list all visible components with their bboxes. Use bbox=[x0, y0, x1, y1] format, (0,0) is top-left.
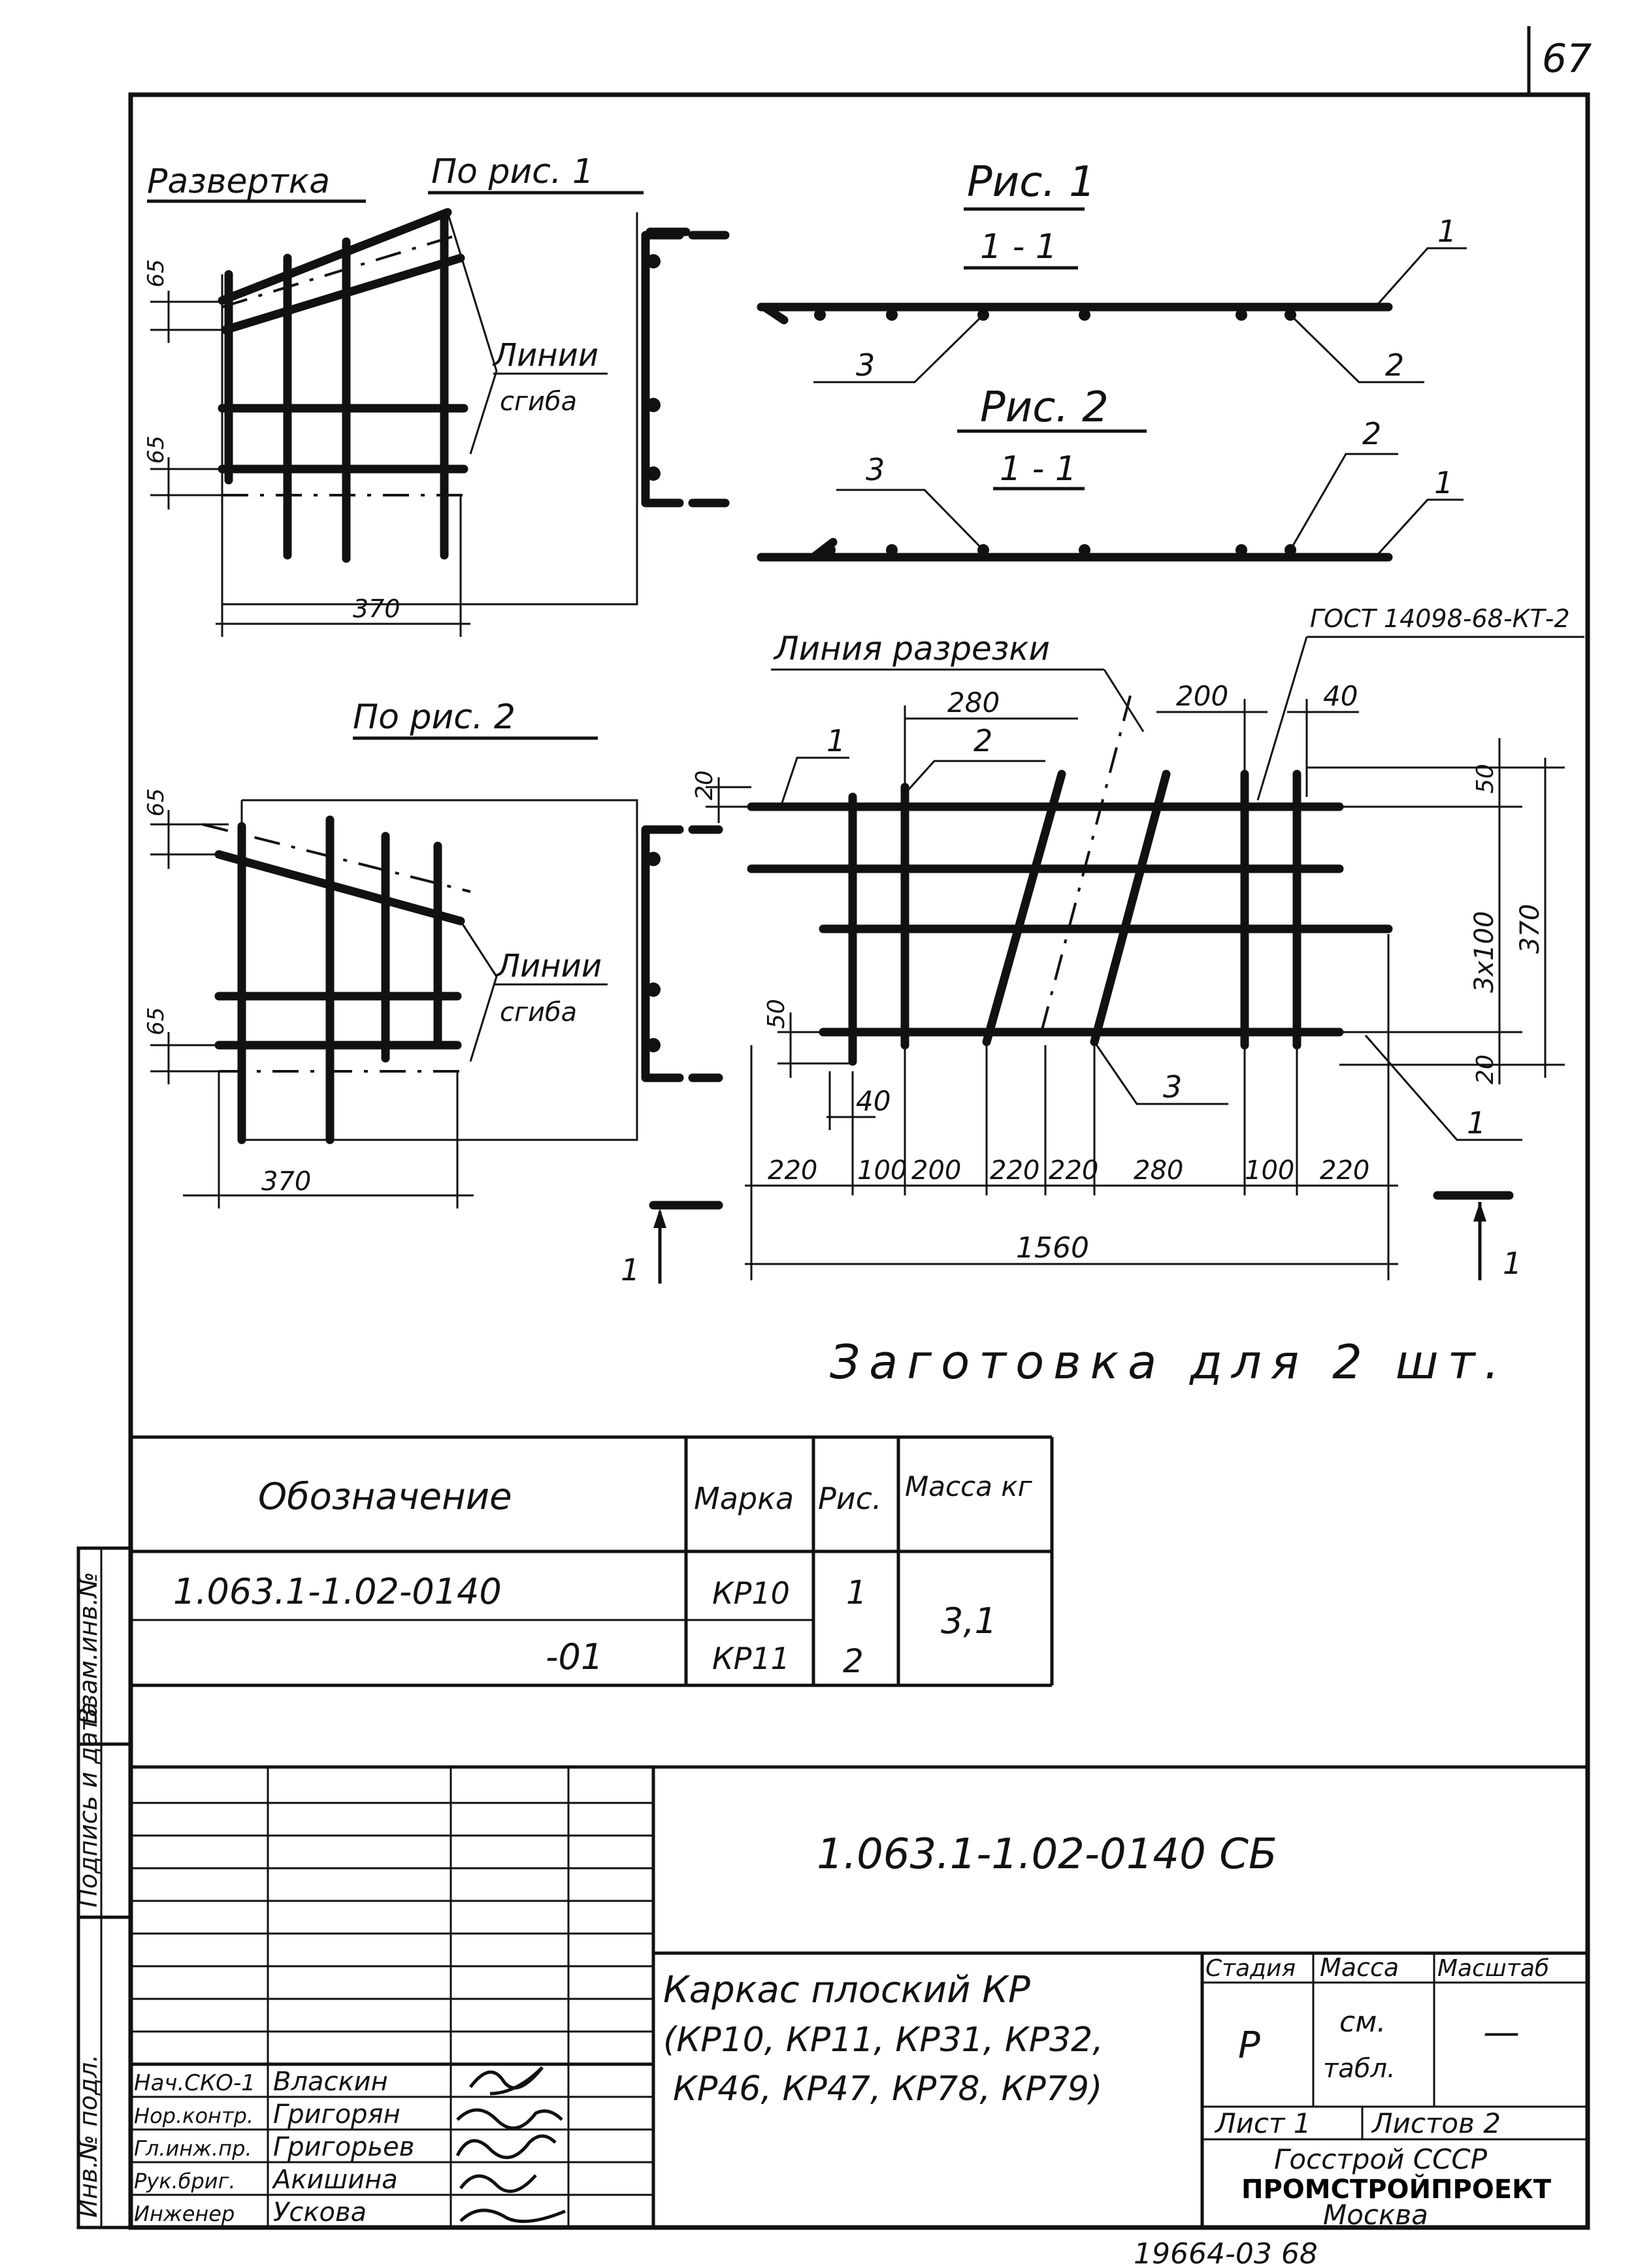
dim-370-right: 370 bbox=[1515, 903, 1545, 954]
fig1-title: Рис. 1 bbox=[967, 158, 1096, 206]
po-ris2-label: По рис. 2 bbox=[353, 698, 515, 737]
sheets-total: Листов 2 bbox=[1372, 2107, 1501, 2139]
footer-code: 19664-03 68 bbox=[1134, 2237, 1318, 2268]
role-2: Нор.контр. bbox=[134, 2103, 254, 2128]
mass-table: табл. bbox=[1323, 2054, 1396, 2084]
name-4: Акишина bbox=[273, 2165, 398, 2195]
stamp-replace-inv: Взам.инв.№ bbox=[74, 1572, 103, 1725]
name-2: Григорян bbox=[273, 2099, 401, 2130]
dim-bottom-280: 280 bbox=[1134, 1156, 1184, 1186]
dim-bottom-200: 200 bbox=[911, 1156, 962, 1186]
dim-bottom-220-d: 220 bbox=[1320, 1156, 1370, 1186]
name-1: Власкин bbox=[273, 2067, 388, 2097]
dim-65-top: 65 bbox=[143, 259, 169, 287]
scale-value: — bbox=[1483, 2011, 1520, 2054]
title-line-2: (КР10, КР11, КР31, КР32, bbox=[663, 2020, 1104, 2060]
dim-bottom-220-c: 220 bbox=[1049, 1156, 1099, 1186]
dim-bottom-100-a: 100 bbox=[857, 1156, 908, 1186]
dim2-65-bottom: 65 bbox=[143, 1007, 169, 1035]
row2-fig: 2 bbox=[843, 1642, 864, 1680]
fig2-label-1: 1 bbox=[1434, 465, 1454, 500]
org-3: Москва bbox=[1323, 2199, 1428, 2231]
hdr-mass: Масса кг bbox=[905, 1470, 1032, 1502]
bend-lines2-label-2: сгиба bbox=[500, 997, 578, 1028]
dim-bottom-100-b: 100 bbox=[1245, 1156, 1295, 1186]
dim-200-top: 200 bbox=[1176, 680, 1229, 712]
name-3: Григорьев bbox=[273, 2132, 415, 2162]
fig2-section: 1 - 1 bbox=[1000, 449, 1077, 489]
row1-designation: 1.063.1-1.02-0140 bbox=[173, 1571, 502, 1612]
dim-bottom-220-a: 220 bbox=[768, 1156, 818, 1186]
blank-layout bbox=[621, 604, 1584, 1389]
dim-total-1560: 1560 bbox=[1016, 1231, 1089, 1265]
cut-line-label: Линия разрезки bbox=[774, 630, 1050, 668]
bend-lines-label-1: Линии bbox=[493, 337, 599, 374]
dim-50-right: 50 bbox=[1472, 764, 1499, 794]
fig2-label-3: 3 bbox=[866, 452, 885, 487]
name-5: Ускова bbox=[273, 2197, 367, 2228]
org-2: ПРОМСТРОЙПРОЕКТ bbox=[1241, 2175, 1552, 2205]
dim-40-left: 40 bbox=[856, 1085, 891, 1117]
hdr-designation: Обозначение bbox=[258, 1476, 512, 1518]
stage-value: Р bbox=[1238, 2024, 1260, 2067]
stamp-signature-date: Подпись и дата bbox=[74, 1702, 103, 1907]
bend-lines-label-2: сгиба bbox=[500, 387, 578, 417]
sheet-number: Лист 1 bbox=[1215, 2107, 1311, 2139]
fig2-label-2: 2 bbox=[1362, 416, 1382, 451]
figure-2-section bbox=[761, 383, 1464, 557]
dim-20-left: 20 bbox=[691, 770, 718, 800]
hdr-fig: Рис. bbox=[818, 1481, 882, 1516]
fig2-title: Рис. 2 bbox=[980, 383, 1109, 432]
section-mark-left: 1 bbox=[621, 1252, 640, 1288]
role-5: Инженер bbox=[134, 2201, 235, 2226]
mass-see: см. bbox=[1339, 2005, 1386, 2039]
signatures bbox=[457, 2067, 565, 2222]
row1-mark: КР10 bbox=[712, 1576, 790, 1611]
blank-label-1-bottom: 1 bbox=[1467, 1105, 1486, 1141]
blank-caption: Заготовка для 2 шт. bbox=[830, 1335, 1509, 1389]
role-4: Рук.бриг. bbox=[134, 2169, 236, 2194]
row2-mark: КР11 bbox=[712, 1641, 790, 1676]
razvertka-label: Развертка bbox=[147, 162, 331, 201]
hdr-mark: Марка bbox=[694, 1481, 794, 1516]
dim-3x100: 3x100 bbox=[1469, 911, 1499, 993]
po-ris1-label: По рис. 1 bbox=[431, 152, 594, 191]
title-block bbox=[131, 1767, 1588, 2231]
dim-40-top: 40 bbox=[1323, 680, 1358, 712]
spec-table bbox=[131, 1437, 1052, 1685]
side-stamp bbox=[74, 1548, 131, 2228]
unfold-view-fig2 bbox=[143, 698, 719, 1208]
dim-20-bottom: 20 bbox=[1472, 1054, 1499, 1084]
bend-lines2-label-1: Линии bbox=[497, 948, 602, 984]
dim2-65-top: 65 bbox=[143, 788, 169, 817]
fig1-label-3: 3 bbox=[856, 348, 875, 383]
stamp-orig-inv: Инв.№ подл. bbox=[74, 2054, 103, 2218]
blank-label-2: 2 bbox=[973, 723, 993, 758]
blank-label-3: 3 bbox=[1163, 1069, 1183, 1105]
mass-value: 3,1 bbox=[941, 1600, 997, 1642]
title-line-1: Каркас плоский КР bbox=[663, 1969, 1030, 2011]
hdr-stage: Стадия bbox=[1205, 1955, 1296, 1982]
hdr-mass-tb: Масса bbox=[1320, 1953, 1399, 1982]
title-line-3: КР46, КР47, КР78, КР79) bbox=[673, 2069, 1103, 2109]
fig1-section: 1 - 1 bbox=[980, 227, 1057, 267]
dim-280-top: 280 bbox=[947, 687, 1000, 719]
dim-370-top: 370 bbox=[353, 594, 401, 623]
fig1-label-2: 2 bbox=[1385, 348, 1405, 383]
dim-50-left: 50 bbox=[763, 999, 790, 1029]
dim-bottom-220-b: 220 bbox=[990, 1156, 1040, 1186]
gost-label: ГОСТ 14098-68-КТ-2 bbox=[1310, 604, 1570, 633]
hdr-scale: Масштаб bbox=[1437, 1955, 1550, 1982]
figure-1-section bbox=[761, 158, 1467, 383]
fig1-label-1: 1 bbox=[1437, 214, 1457, 249]
role-1: Нач.СКО-1 bbox=[134, 2070, 255, 2096]
dim-65-bottom: 65 bbox=[143, 435, 169, 464]
blank-label-1-top: 1 bbox=[826, 723, 846, 758]
dim2-370: 370 bbox=[261, 1167, 312, 1197]
section-mark-right: 1 bbox=[1503, 1246, 1522, 1281]
page-number: 67 bbox=[1542, 36, 1592, 82]
row2-designation: -01 bbox=[546, 1636, 604, 1677]
unfold-view-fig1 bbox=[143, 152, 725, 637]
row1-fig: 1 bbox=[846, 1574, 867, 1612]
org-1: Госстрой СССР bbox=[1274, 2143, 1488, 2175]
doc-code: 1.063.1-1.02-0140 СБ bbox=[817, 1830, 1277, 1879]
role-3: Гл.инж.пр. bbox=[134, 2136, 252, 2161]
